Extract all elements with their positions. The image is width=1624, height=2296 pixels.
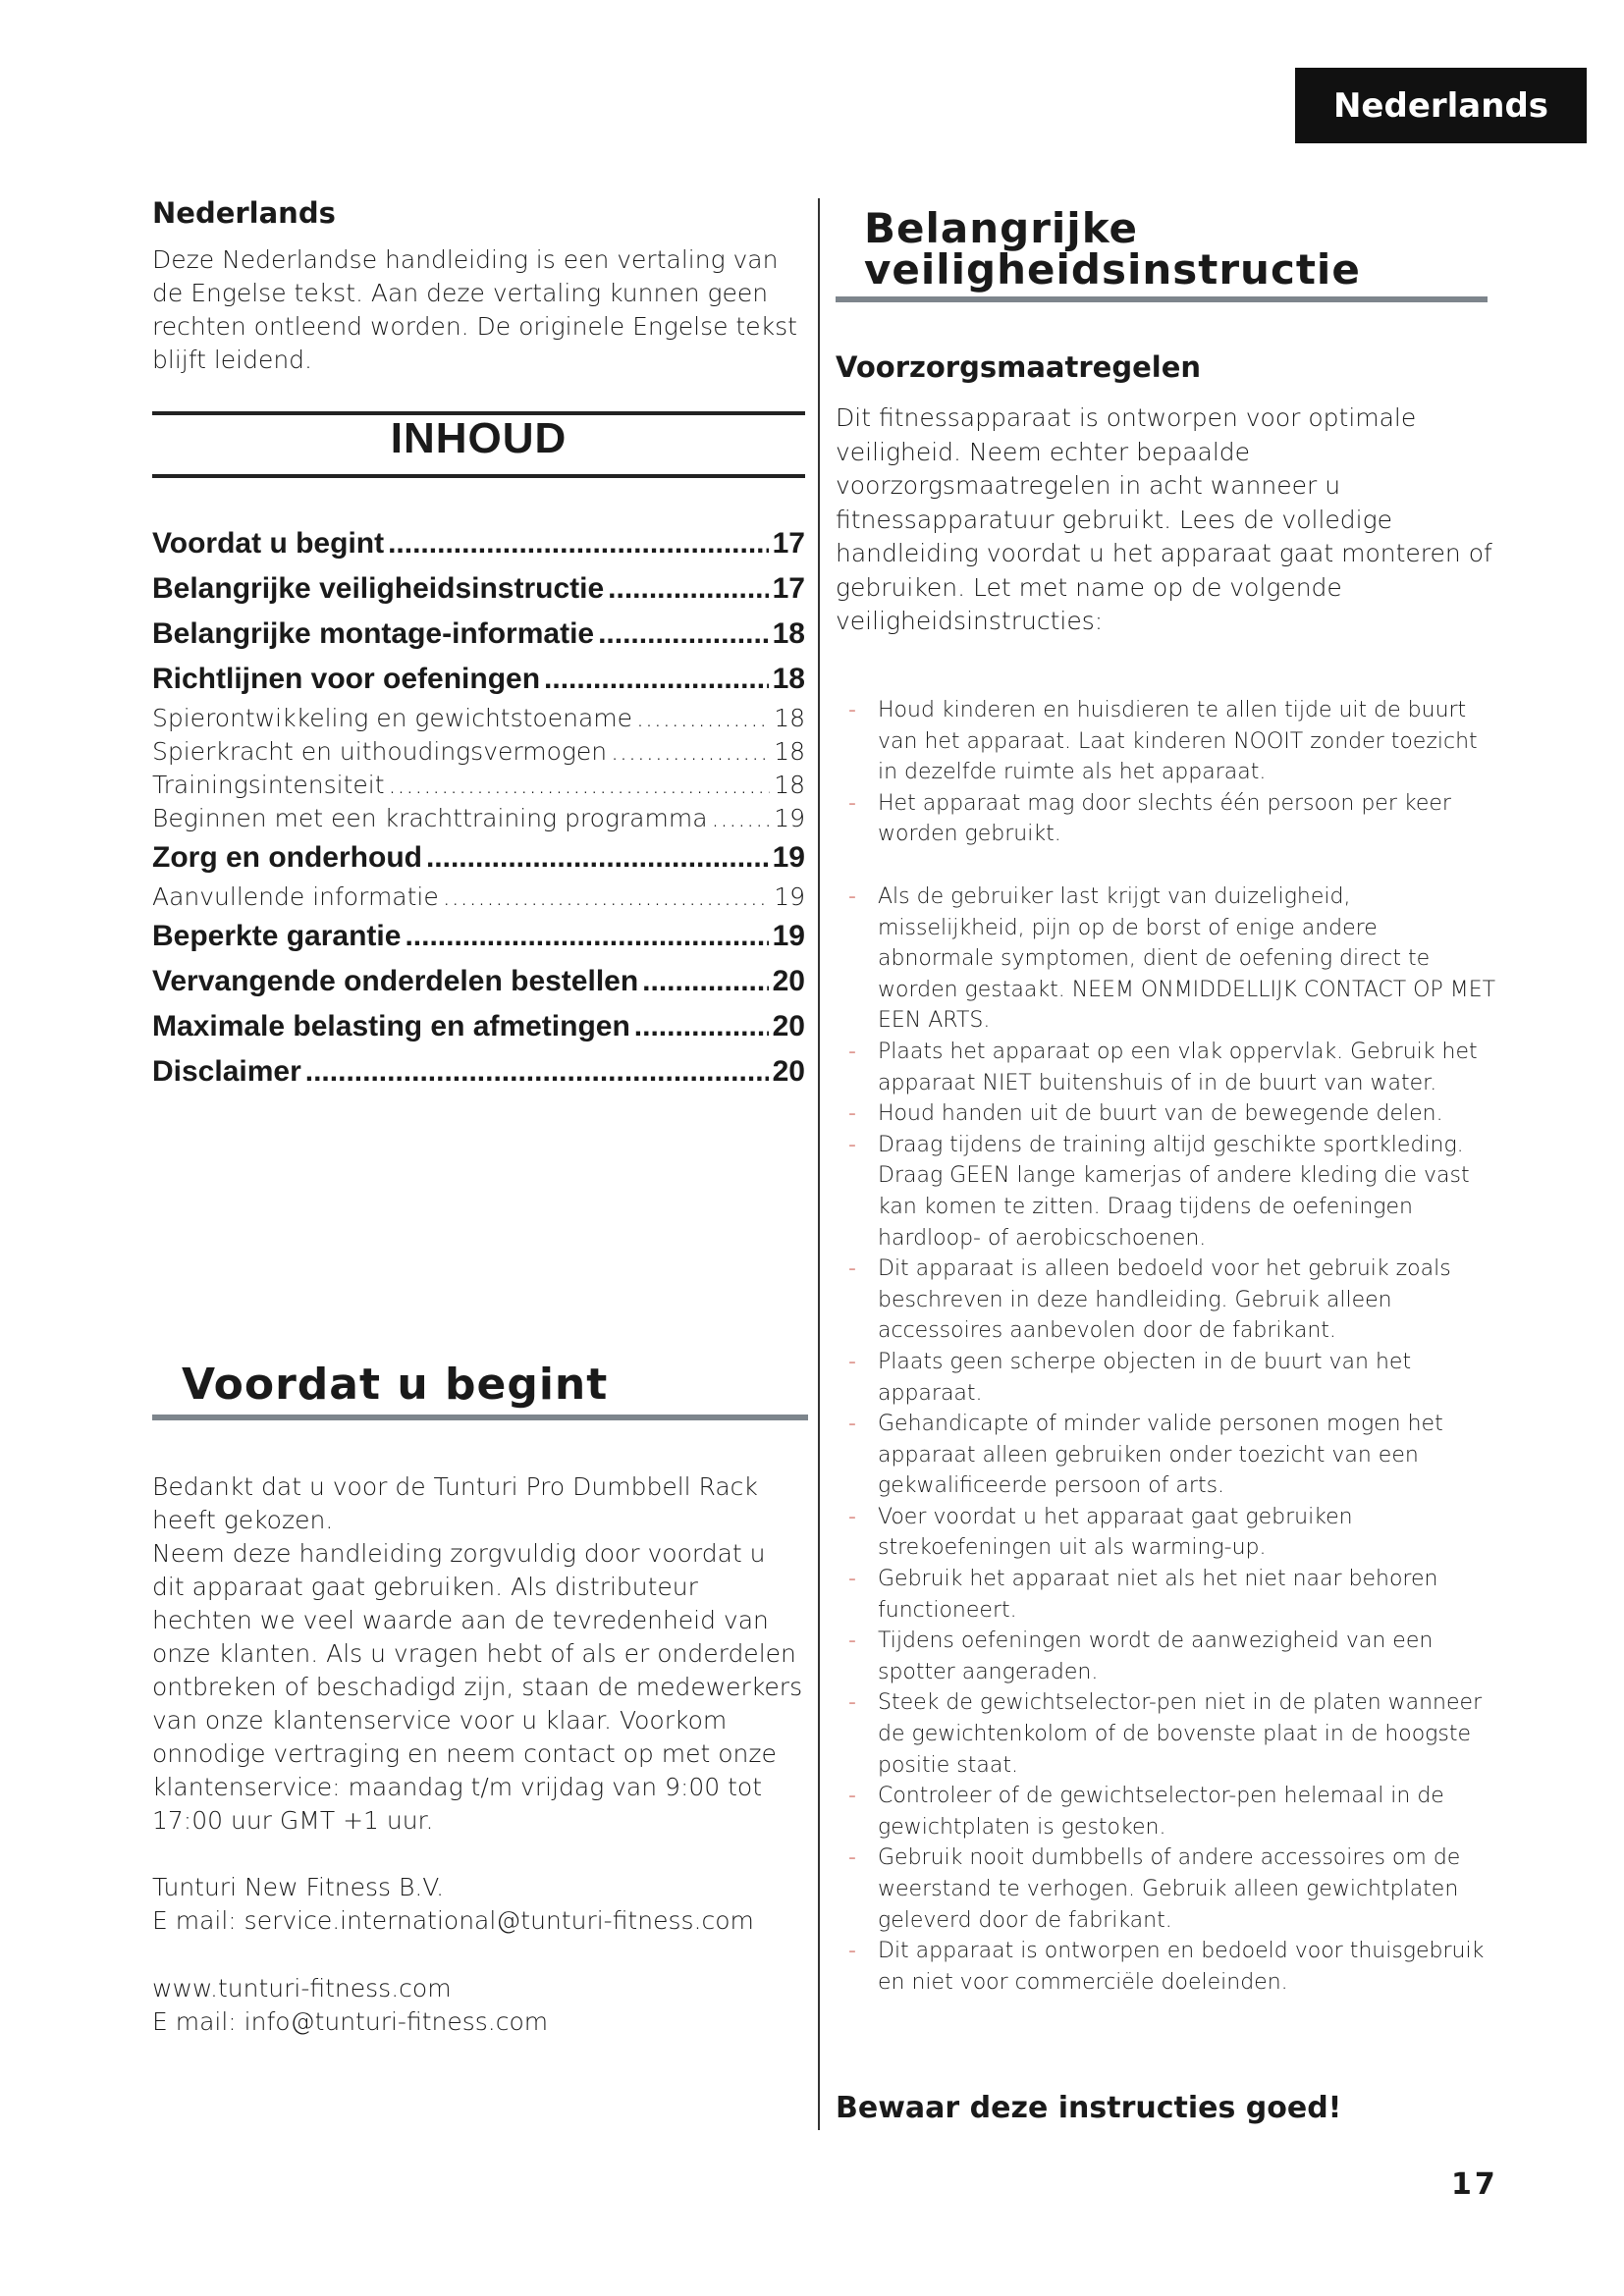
toc-leader-dots bbox=[443, 881, 770, 914]
before-start-paragraph: Neem deze handleiding zorgvuldig door voordat u dit apparaat gaat gebruiken. Als distributeur hechten we veel waarde aan de tevredenheid van onze klanten. Als u vragen hebt of als er onderdelen ontbreken of beschadigd zijn, staan de medewerkers van onze klantenservice voor u klaar. Voorkom onnodige vertraging en neem contact op met onze klantenservice: maandag t/m vrijdag van 9:00 tot 17:00 uur GMT +1 uur. bbox=[152, 1539, 803, 1835]
toc-entry-page: 18 bbox=[774, 771, 805, 799]
toc-entry-page: 19 bbox=[772, 841, 805, 874]
service-email: E mail: service.international@tunturi-fitness.com bbox=[152, 1906, 754, 1935]
web-contact-block bbox=[152, 1972, 805, 2039]
toc-entry[interactable] bbox=[152, 914, 805, 959]
toc-entry-page: 18 bbox=[774, 737, 805, 766]
toc-leader-dots bbox=[611, 735, 770, 769]
toc-entry-label: Vervangende onderdelen bestellen bbox=[152, 965, 639, 997]
safety-title bbox=[864, 204, 1492, 294]
safety-bullet: - Draag tijdens de training altijd geschikte sportkleding. Draag GEEN lange kamerjas of andere kleding die vast kan komen te zitten. Draag tijdens de oefeningen hardloop- of aerobicschoenen. bbox=[848, 1130, 1496, 1254]
safety-bullet: - Gebruik nooit dumbbells of andere accessoires om de weerstand te verhogen. Gebruik alleen gewichtplaten geleverd door de fabrikant. bbox=[848, 1842, 1496, 1936]
toc-leader-dots bbox=[712, 802, 771, 835]
toc-leader-dots bbox=[642, 959, 768, 1004]
toc-entry-page: 18 bbox=[772, 617, 805, 650]
before-start-title: Voordat u begint bbox=[182, 1360, 609, 1410]
toc-entry[interactable] bbox=[152, 566, 805, 612]
safety-bullet: - Steek de gewichtselector-pen niet in de platen wanneer de gewichtenkolom of de bovenste plaat in de hoogste positie staat. bbox=[848, 1687, 1496, 1781]
toc-entry-page: 20 bbox=[772, 1055, 805, 1088]
precautions-title: Voorzorgsmaatregelen bbox=[836, 350, 1202, 384]
precautions-text: Dit fitnessapparaat is ontworpen voor optimale veiligheid. Neem echter bepaalde voorzorgsmaatregelen in acht wanneer u fitnessapparatuur gebruikt. Lees de volledige handleiding voordat u het apparaat gaat monteren of gebruiken. Let met name op de volgende veiligheidsinstructies: bbox=[836, 403, 1492, 635]
toc-entry-page: 18 bbox=[774, 704, 805, 732]
toc-entry[interactable] bbox=[152, 1049, 805, 1095]
toc-entry[interactable] bbox=[152, 521, 805, 566]
language-tab: Nederlands bbox=[1295, 68, 1587, 143]
toc-leader-dots bbox=[634, 1004, 769, 1049]
toc-leader-dots bbox=[388, 521, 769, 566]
toc-entry-label: Zorg en onderhoud bbox=[152, 841, 422, 874]
intro-text: Deze Nederlandse handleiding is een vertaling van de Engelse tekst. Aan deze vertaling kunnen geen rechten ontleend worden. De originele Engelse tekst blijft leidend. bbox=[152, 245, 797, 374]
toc-leader-dots bbox=[544, 657, 769, 702]
toc-entry-label: Belangrijke montage-informatie bbox=[152, 617, 595, 650]
safety-bullet: - Controleer of de gewichtselector-pen helemaal in de gewichtplaten is gestoken. bbox=[848, 1781, 1496, 1842]
safety-bullet: - Gehandicapte of minder valide personen mogen het apparaat alleen gebruiken onder toezicht van een gekwalificeerde persoon of arts. bbox=[848, 1409, 1496, 1502]
toc-entry-page: 18 bbox=[772, 663, 805, 695]
toc-bottom-rule bbox=[152, 474, 805, 478]
before-start-rule bbox=[152, 1415, 808, 1420]
safety-bullets-group-1 bbox=[848, 695, 1496, 850]
toc-leader-dots bbox=[305, 1049, 769, 1095]
column-divider bbox=[818, 198, 820, 2130]
toc-leader-dots bbox=[636, 702, 770, 735]
toc-entry-label: Spierontwikkeling en gewichtstoename bbox=[152, 704, 633, 732]
toc-entry-label: Aanvullende informatie bbox=[152, 882, 439, 911]
toc-entry[interactable] bbox=[152, 702, 805, 735]
safety-bullet: - Houd handen uit de buurt van de bewegende delen. bbox=[848, 1098, 1496, 1130]
safety-bullet: - Tijdens oefeningen wordt de aanwezigheid van een spotter aangeraden. bbox=[848, 1626, 1496, 1687]
safety-title-line: veiligheidsinstructie bbox=[864, 245, 1361, 294]
table-of-contents bbox=[152, 521, 805, 1095]
toc-leader-dots bbox=[389, 769, 771, 802]
before-start-body bbox=[152, 1470, 805, 1838]
page-number: 17 bbox=[1451, 2167, 1498, 2202]
toc-entry-label: Richtlijnen voor oefeningen bbox=[152, 663, 541, 695]
toc-leader-dots bbox=[598, 612, 769, 657]
toc-entry-page: 19 bbox=[774, 882, 805, 911]
toc-entry-page: 17 bbox=[772, 527, 805, 560]
toc-entry-label: Spierkracht en uithoudingsvermogen bbox=[152, 737, 608, 766]
contact-block bbox=[152, 1871, 805, 1938]
toc-entry-page: 19 bbox=[774, 804, 805, 832]
toc-entry-label: Maximale belasting en afmetingen bbox=[152, 1010, 630, 1042]
toc-entry-page: 17 bbox=[772, 572, 805, 605]
toc-entry[interactable] bbox=[152, 1004, 805, 1049]
toc-title: INHOUD bbox=[390, 414, 568, 462]
save-instructions-note: Bewaar deze instructies goed! bbox=[836, 2091, 1342, 2125]
safety-bullet: - Gebruik het apparaat niet als het niet naar behoren functioneert. bbox=[848, 1564, 1496, 1626]
toc-entry[interactable] bbox=[152, 657, 805, 702]
safety-bullet: - Plaats het apparaat op een vlak oppervlak. Gebruik het apparaat NIET buitenshuis of in de buurt van water. bbox=[848, 1037, 1496, 1098]
toc-entry[interactable] bbox=[152, 612, 805, 657]
toc-entry-page: 19 bbox=[772, 920, 805, 952]
toc-entry-label: Beginnen met een krachttraining programma bbox=[152, 804, 708, 832]
safety-bullet: - Als de gebruiker last krijgt van duizeligheid, misselijkheid, pijn op de borst of enige andere abnormale symptomen, dient de oefening direct te worden gestaakt. NEEM ONMIDDELLIJK CONTACT OP MET EEN ARTS. bbox=[848, 881, 1496, 1037]
safety-title-rule bbox=[836, 296, 1488, 302]
toc-leader-dots bbox=[426, 835, 769, 881]
safety-title-line: Belangrijke bbox=[864, 204, 1138, 252]
safety-bullet: - Dit apparaat is ontworpen en bedoeld voor thuisgebruik en niet voor commerciële doeleinden. bbox=[848, 1936, 1496, 1998]
toc-entry[interactable] bbox=[152, 769, 805, 802]
toc-entry[interactable] bbox=[152, 735, 805, 769]
safety-bullet: - Houd kinderen en huisdieren te allen tijde uit de buurt van het apparaat. Laat kinderen NOOIT zonder toezicht in dezelfde ruimte als het apparaat. bbox=[848, 695, 1496, 788]
toc-entry-label: Voordat u begint bbox=[152, 527, 385, 560]
toc-leader-dots bbox=[405, 914, 768, 959]
intro-section bbox=[152, 196, 805, 377]
toc-entry-page: 20 bbox=[772, 1010, 805, 1042]
toc-leader-dots bbox=[608, 566, 768, 612]
toc-entry[interactable] bbox=[152, 959, 805, 1004]
info-email: E mail: info@tunturi-fitness.com bbox=[152, 2007, 549, 2036]
safety-bullets-group-2 bbox=[848, 881, 1496, 1998]
company-name: Tunturi New Fitness B.V. bbox=[152, 1873, 445, 1901]
intro-title: Nederlands bbox=[152, 196, 336, 230]
website-link[interactable]: www.tunturi-fitness.com bbox=[152, 1974, 452, 2002]
safety-bullet: - Plaats geen scherpe objecten in de buurt van het apparaat. bbox=[848, 1347, 1496, 1409]
safety-bullet: - Dit apparaat is alleen bedoeld voor het gebruik zoals beschreven in deze handleiding. Gebruik alleen accessoires aanbevolen door de fabrikant. bbox=[848, 1254, 1496, 1347]
toc-entry[interactable] bbox=[152, 835, 805, 881]
toc-entry-label: Trainingsintensiteit bbox=[152, 771, 385, 799]
toc-entry[interactable] bbox=[152, 802, 805, 835]
toc-entry-label: Disclaimer bbox=[152, 1055, 301, 1088]
toc-entry-page: 20 bbox=[772, 965, 805, 997]
toc-entry[interactable] bbox=[152, 881, 805, 914]
before-start-paragraph: Bedankt dat u voor de Tunturi Pro Dumbbell Rack heeft gekozen. bbox=[152, 1472, 758, 1534]
toc-entry-label: Belangrijke veiligheidsinstructie bbox=[152, 572, 605, 605]
safety-bullet: - Het apparaat mag door slechts één persoon per keer worden gebruikt. bbox=[848, 788, 1496, 850]
safety-bullet: - Voer voordat u het apparaat gaat gebruiken strekoefeningen uit als warming-up. bbox=[848, 1502, 1496, 1564]
toc-entry-label: Beperkte garantie bbox=[152, 920, 402, 952]
